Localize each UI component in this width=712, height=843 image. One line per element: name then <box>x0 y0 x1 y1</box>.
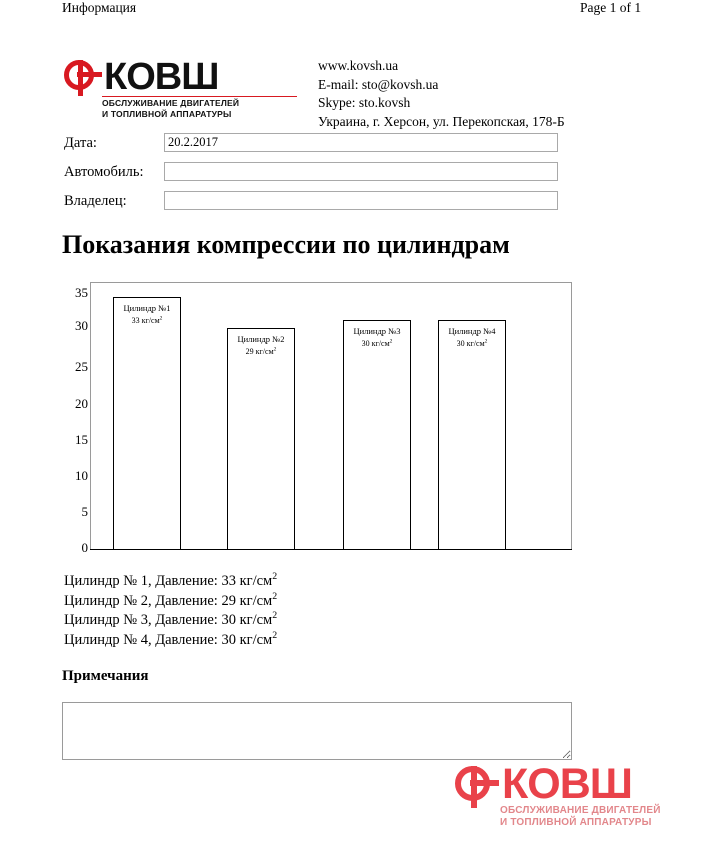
logo-subtitle-line2: И ТОПЛИВНОЙ АППАРАТУРЫ <box>102 109 232 119</box>
logo-mark <box>64 58 294 98</box>
contact-skype: Skype: sto.kovsh <box>318 95 411 110</box>
y-tick-15: 15 <box>75 432 88 447</box>
form-row-date <box>64 133 564 158</box>
readings-list <box>64 572 277 650</box>
y-tick-35: 35 <box>75 285 88 300</box>
watermark-subtitle <box>500 805 712 829</box>
bar-label-3 <box>344 325 410 350</box>
y-tick-5: 5 <box>81 504 88 519</box>
bar-label-3-value: 30 $кг/см^2$ <box>361 338 393 348</box>
bar-cylinder-1 <box>113 297 181 549</box>
bar-label-1-value: 33 $кг/см^2$ <box>131 315 163 325</box>
contact-block <box>318 57 565 131</box>
logo-g-icon <box>64 58 102 96</box>
bar-cylinder-4 <box>438 320 506 549</box>
contact-email: E-mail: sto@kovsh.ua <box>318 76 439 92</box>
bar-label-4-name: Цилиндр №4 <box>448 326 496 336</box>
reading-item-4: Цилиндр № 4, Давление: 30 $кг/см^2$ <box>64 629 278 648</box>
y-tick-20: 20 <box>75 396 88 411</box>
notes-heading: Примечания <box>62 668 149 684</box>
bar-label-3-name: Цилиндр №3 <box>353 326 401 336</box>
y-tick-0: 0 <box>81 540 88 555</box>
reading-item-1: Цилиндр № 1, Давление: 33 $кг/см^2$ <box>64 571 278 589</box>
company-logo <box>64 58 294 120</box>
owner-label: Владелец: <box>64 193 127 209</box>
watermark-wordmark: КОВШ <box>502 760 632 808</box>
contact-address: Украина, г. Херсон, ул. Перекопская, 178-Б <box>318 113 565 129</box>
reading-item-3: Цилиндр № 3, Давление: 30 $кг/см^2$ <box>64 610 278 628</box>
bar-label-1 <box>114 302 180 327</box>
date-input[interactable] <box>164 133 558 152</box>
watermark-logo <box>455 762 695 832</box>
watermark-subtitle-line1: ОБСЛУЖИВАНИЕ ДВИГАТЕЛЕЙ <box>500 805 661 816</box>
owner-input[interactable] <box>164 191 558 210</box>
date-label: Дата: <box>64 135 97 151</box>
notes-textarea[interactable] <box>62 702 572 760</box>
watermark-g-icon <box>455 764 499 808</box>
logo-wordmark: КОВШ <box>104 56 219 98</box>
contact-website: www.kovsh.ua <box>318 58 399 73</box>
y-tick-10: 10 <box>75 468 88 483</box>
reading-item-2: Цилиндр № 2, Давление: 29 $кг/см^2$ <box>64 590 278 609</box>
compression-bar-chart <box>62 282 572 555</box>
header-left-text: Информация <box>62 0 137 15</box>
form-row-car <box>64 162 564 187</box>
y-tick-25: 25 <box>75 359 88 374</box>
logo-subtitle-line1: ОБСЛУЖИВАНИЕ ДВИГАТЕЛЕЙ <box>102 98 240 108</box>
watermark-subtitle-line2: И ТОПЛИВНОЙ АППАРАТУРЫ <box>500 817 652 828</box>
bar-label-2 <box>228 333 294 358</box>
bar-cylinder-2 <box>227 328 295 549</box>
form-fields <box>64 133 564 220</box>
chart-baseline <box>90 549 572 550</box>
bar-label-1-name: Цилиндр №1 <box>123 303 171 313</box>
bar-label-2-value: 29 $кг/см^2$ <box>245 346 277 356</box>
logo-subtitle <box>102 96 297 120</box>
car-label: Автомобиль: <box>64 164 144 180</box>
bar-cylinder-3 <box>343 320 411 549</box>
header-page-indicator: Page 1 of 1 <box>580 0 642 15</box>
bar-label-4 <box>439 325 505 350</box>
form-row-owner <box>64 191 564 216</box>
y-tick-30: 30 <box>75 318 88 333</box>
bar-label-4-value: 30 $кг/см^2$ <box>456 338 488 348</box>
bar-label-2-name: Цилиндр №2 <box>237 334 285 344</box>
car-input[interactable] <box>164 162 558 181</box>
document-header <box>0 0 712 22</box>
page-title: Показания компрессии по цилиндрам <box>62 230 510 259</box>
